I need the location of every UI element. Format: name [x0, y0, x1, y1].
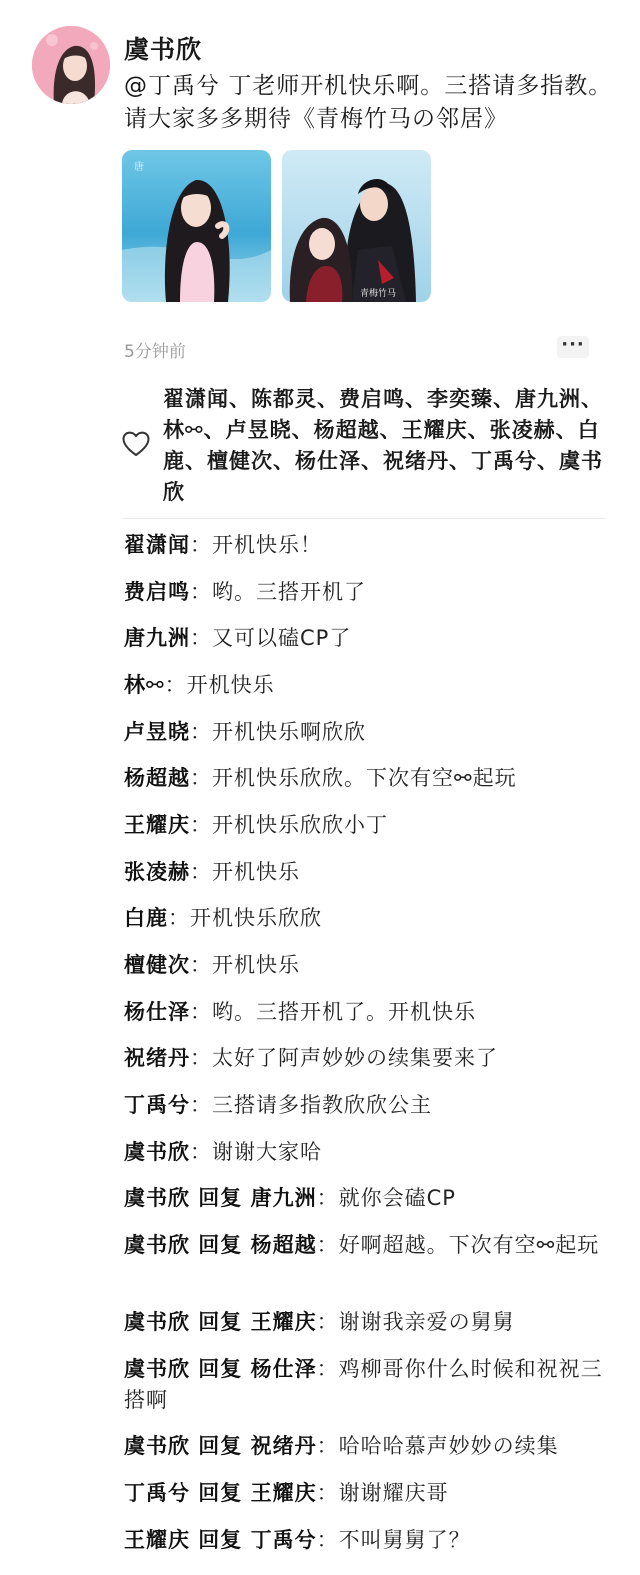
reply-target[interactable]: 杨仕泽 — [250, 1357, 317, 1381]
comment-separator: ： — [190, 860, 212, 884]
comment-separator: ： — [190, 533, 212, 557]
reply-label: 回复 — [190, 1528, 251, 1552]
photo-caption-1: 唐 — [134, 162, 144, 173]
comment-author[interactable]: 虞书欣 — [124, 1434, 190, 1458]
reply-target[interactable]: 王耀庆 — [250, 1310, 317, 1334]
comment-separator: ： — [190, 1093, 212, 1117]
avatar-portrait-icon — [32, 26, 110, 104]
comment-row[interactable] — [124, 1478, 604, 1509]
comment-author[interactable]: 费启鸣 — [124, 580, 190, 604]
post-timestamp: 5分钟前 — [124, 342, 186, 362]
reply-label: 回复 — [190, 1186, 251, 1210]
comment-author[interactable]: 虞书欣 — [124, 1186, 190, 1210]
photo-1[interactable] — [122, 150, 271, 302]
comment-row[interactable] — [124, 1354, 604, 1416]
comment-author[interactable]: 林⚯ — [124, 673, 165, 697]
comment-text: 开机快乐欣欣小丁 — [212, 813, 388, 837]
comment-text: 开机快乐！ — [212, 533, 322, 557]
comment-row[interactable] — [124, 1230, 604, 1261]
comment-row[interactable] — [124, 1307, 604, 1338]
comment-row[interactable] — [124, 623, 604, 654]
comment-text: 开机快乐欣欣。下次有空⚯起玩 — [212, 766, 517, 790]
comment-author[interactable]: 张凌赫 — [124, 860, 190, 884]
comment-row[interactable] — [124, 1525, 604, 1556]
comment-separator: ： — [190, 766, 212, 790]
author-name[interactable]: 虞书欣 — [124, 35, 203, 64]
more-options-button[interactable]: ··· — [557, 336, 589, 358]
photo-girl-beach-icon — [122, 150, 271, 302]
comment-text: 三搭请多指教欣欣公主 — [212, 1093, 432, 1117]
comment-author[interactable]: 丁禹兮 — [124, 1093, 190, 1117]
reply-target[interactable]: 祝绪丹 — [250, 1434, 317, 1458]
comment-row[interactable] — [124, 997, 604, 1028]
comment-separator: ： — [316, 1528, 339, 1552]
divider — [122, 518, 606, 519]
comment-author[interactable]: 杨超越 — [124, 766, 190, 790]
comment-text: 开机快乐 — [212, 953, 300, 977]
comment-text: 好啊超越。下次有空⚯起玩 — [338, 1233, 600, 1257]
comment-separator: ： — [190, 626, 212, 650]
photo-caption-2: 青梅竹马 — [360, 289, 397, 299]
reply-target[interactable]: 唐九洲 — [250, 1186, 317, 1210]
likes-list: 翟潇闻、陈都灵、费启鸣、李奕臻、唐九洲、林⚯、卢昱晓、杨超越、王耀庆、张凌赫、白鹿、檀健次、杨仕泽、祝绪丹、丁禹兮、虞书欣 — [163, 387, 603, 504]
comment-row[interactable] — [124, 1431, 604, 1462]
comment-text: 开机快乐欣欣 — [190, 906, 322, 930]
comment-text: 哟。三搭开机了 — [212, 580, 366, 604]
comment-separator: ： — [316, 1310, 339, 1334]
comment-row[interactable] — [124, 857, 604, 888]
comment-author[interactable]: 虞书欣 — [124, 1233, 190, 1257]
comment-separator: ： — [190, 580, 212, 604]
comment-text: 不叫舅舅了？ — [338, 1528, 471, 1552]
comment-separator: ： — [316, 1233, 339, 1257]
reply-label: 回复 — [190, 1434, 251, 1458]
comment-separator: ： — [316, 1357, 339, 1381]
comment-text: 哟。三搭开机了。开机快乐 — [212, 1000, 476, 1024]
comment-row[interactable] — [124, 763, 604, 794]
comment-text: 鸡柳哥你什么时候和祝祝三搭啊 — [124, 1357, 603, 1412]
comment-author[interactable]: 翟潇闻 — [124, 533, 190, 557]
reply-label: 回复 — [190, 1310, 251, 1334]
mention-link[interactable]: @丁禹兮 — [124, 73, 220, 99]
avatar[interactable] — [32, 26, 110, 104]
comment-row[interactable] — [124, 1090, 604, 1121]
comment-author[interactable]: 丁禹兮 — [124, 1481, 190, 1505]
comment-separator: ： — [190, 720, 212, 744]
comment-separator: ： — [168, 906, 190, 930]
heart-icon[interactable] — [122, 431, 150, 457]
comment-row[interactable] — [124, 717, 604, 748]
comment-text: 哈哈哈慕声妙妙の续集 — [338, 1434, 559, 1458]
comment-text: 谢谢大家哈 — [212, 1140, 322, 1164]
comment-author[interactable]: 虞书欣 — [124, 1357, 190, 1381]
comment-row[interactable] — [124, 670, 604, 701]
comment-row[interactable] — [124, 950, 604, 981]
reply-target[interactable]: 杨超越 — [250, 1233, 317, 1257]
comment-separator: ： — [190, 813, 212, 837]
comment-separator: ： — [316, 1434, 339, 1458]
comment-separator: ： — [190, 953, 212, 977]
comment-text: 开机快乐 — [186, 673, 275, 697]
comment-text: 就你会磕CP — [338, 1186, 456, 1210]
comment-author[interactable]: 白鹿 — [124, 906, 168, 930]
post-text: 丁老师开机快乐啊。三搭请多指教。请大家多多期待《青梅竹马の邻居》 — [124, 73, 613, 132]
comment-author[interactable]: 王耀庆 — [124, 1528, 190, 1552]
reply-target[interactable]: 丁禹兮 — [250, 1528, 317, 1552]
post-content — [124, 70, 614, 136]
photo-2[interactable] — [282, 150, 431, 302]
comment-separator: ： — [316, 1186, 339, 1210]
reply-label: 回复 — [190, 1357, 251, 1381]
comment-row[interactable] — [124, 903, 604, 934]
comment-text: 太好了阿声妙妙の续集要来了 — [212, 1046, 498, 1070]
comment-author[interactable]: 虞书欣 — [124, 1140, 190, 1164]
comment-row[interactable] — [124, 810, 604, 841]
comment-row[interactable] — [124, 1183, 604, 1214]
comment-author[interactable]: 卢昱晓 — [124, 720, 190, 744]
reply-label: 回复 — [190, 1481, 251, 1505]
comment-text: 开机快乐啊欣欣 — [212, 720, 366, 744]
comment-author[interactable]: 杨仕泽 — [124, 1000, 190, 1024]
comment-text: 谢谢耀庆哥 — [338, 1481, 449, 1505]
comment-separator: ： — [190, 1000, 212, 1024]
comment-text: 谢谢我亲爱の舅舅 — [338, 1310, 515, 1334]
comment-row[interactable] — [124, 1137, 604, 1168]
comment-separator: ： — [316, 1481, 339, 1505]
photo-grid — [122, 150, 431, 302]
comment-author[interactable]: 祝绪丹 — [124, 1046, 190, 1070]
comment-text: 开机快乐 — [212, 860, 300, 884]
comment-author[interactable]: 檀健次 — [124, 953, 190, 977]
reply-target[interactable]: 王耀庆 — [250, 1481, 317, 1505]
comment-row[interactable] — [124, 530, 604, 561]
comment-row[interactable] — [124, 1043, 604, 1074]
comment-author[interactable]: 虞书欣 — [124, 1310, 190, 1334]
comment-row[interactable] — [124, 577, 604, 608]
comment-separator: ： — [190, 1046, 212, 1070]
comment-author[interactable]: 王耀庆 — [124, 813, 190, 837]
comment-separator: ： — [164, 673, 187, 697]
comment-separator: ： — [190, 1140, 212, 1164]
comment-text: 又可以磕CP了 — [212, 626, 352, 650]
photo-couple-poster-icon — [282, 150, 431, 302]
reply-label: 回复 — [190, 1233, 251, 1257]
comment-author[interactable]: 唐九洲 — [124, 626, 190, 650]
